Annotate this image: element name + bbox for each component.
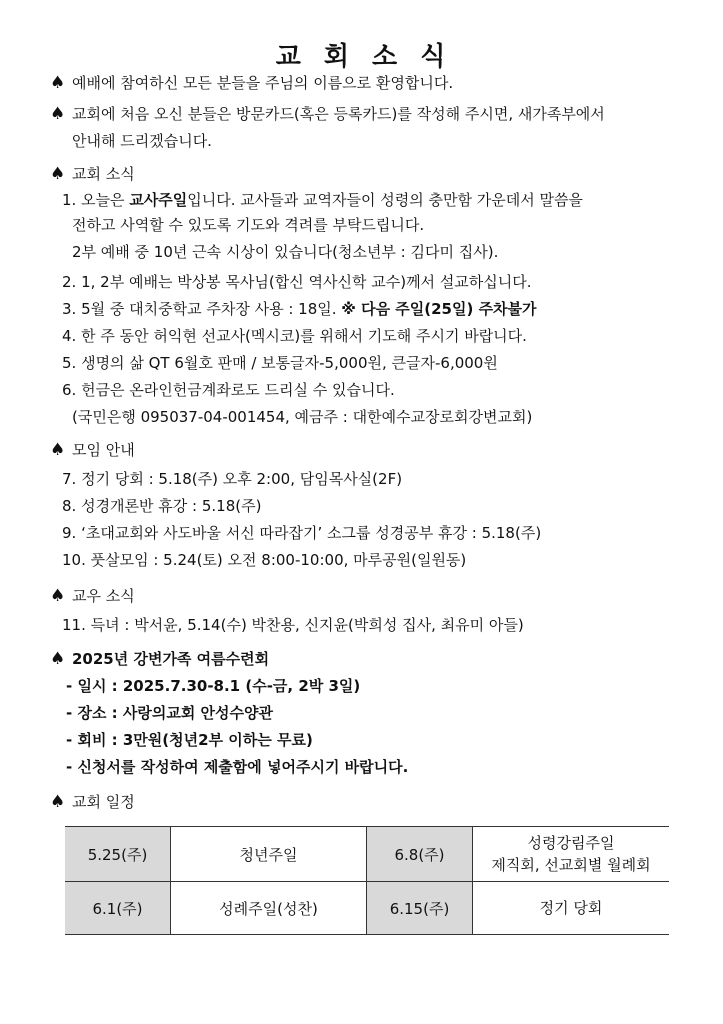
retreat-application: - 신청서를 작성하여 제출함에 넣어주시기 바랍니다. — [66, 758, 409, 776]
retreat-place: - 장소 : 사랑의교회 안성수양관 — [66, 704, 273, 722]
news-item-6: 6. 헌금은 온라인헌금계좌로도 드리실 수 있습니다. — [62, 381, 395, 399]
schedule-date: 6.15(주) — [367, 882, 473, 935]
spade-icon: ♠ — [50, 73, 66, 93]
spade-icon: ♠ — [50, 649, 66, 669]
news-item-4: 4. 한 주 동안 허익현 선교사(멕시코)를 위해서 기도해 주시기 바랍니다. — [62, 327, 527, 345]
meetings-item-9: 9. ‘초대교회와 사도바울 서신 따라잡기’ 소그룹 성경공부 휴강 : 5.18(주) — [62, 524, 542, 542]
spade-icon: ♠ — [50, 586, 66, 606]
retreat-date: - 일시 : 2025.7.30-8.1 (수-금, 2박 3일) — [66, 677, 361, 695]
news-item-5: 5. 생명의 삶 QT 6월호 판매 / 보통글자-5,000원, 큰글자-6,000원 — [62, 354, 498, 372]
schedule-event: 정기 당회 — [473, 882, 670, 935]
news-item-3: 3. 5월 중 대치중학교 주차장 사용 : 18일. ※ 다음 주일(25일) 주차불가 — [62, 300, 537, 318]
welcome-line-2: ♠ 교회에 처음 오신 분들은 방문카드(혹은 등록카드)를 작성해 주시면, 새가족부에서 — [50, 104, 605, 124]
news-item-1-line-2: 전하고 사역할 수 있도록 기도와 격려를 부탁드립니다. — [72, 216, 425, 234]
schedule-event: 성령강림주일 제직회, 선교회별 월례회 — [473, 827, 670, 882]
schedule-date: 5.25(주) — [65, 827, 171, 882]
schedule-event: 청년주일 — [171, 827, 367, 882]
schedule-table — [65, 826, 669, 935]
members-item-11: 11. 득녀 : 박서윤, 5.14(수) 박찬용, 신지윤(박희성 집사, 최유미 아들) — [62, 616, 524, 634]
table-row — [65, 827, 669, 882]
welcome-line-1: ♠ 예배에 참여하신 모든 분들을 주님의 이름으로 환영합니다. — [50, 73, 454, 93]
spade-icon: ♠ — [50, 440, 66, 460]
table-row — [65, 882, 669, 935]
welcome-line-3: 안내해 드리겠습니다. — [72, 132, 212, 150]
schedule-event: 성례주일(성찬) — [171, 882, 367, 935]
news-item-1: 1. 오늘은 교사주일입니다. 교사들과 교역자들이 성령의 충만함 가운데서 말씀을 — [62, 191, 583, 209]
spade-icon: ♠ — [50, 164, 66, 184]
meetings-item-7: 7. 정기 당회 : 5.18(주) 오후 2:00, 담임목사실(2F) — [62, 470, 403, 488]
spade-icon: ♠ — [50, 104, 66, 124]
members-heading: ♠ 교우 소식 — [50, 586, 135, 606]
schedule-date: 6.8(주) — [367, 827, 473, 882]
news-item-1-line-3: 2부 예배 중 10년 근속 시상이 있습니다(청소년부 : 김다미 집사). — [72, 243, 499, 261]
news-item-6-line-2: (국민은행 095037-04-001454, 예금주 : 대한예수교장로회강변교회) — [72, 408, 533, 426]
meetings-item-10: 10. 풋살모임 : 5.24(토) 오전 8:00-10:00, 마루공원(일원동) — [62, 551, 467, 569]
schedule-date: 6.1(주) — [65, 882, 171, 935]
spade-icon: ♠ — [50, 792, 66, 812]
parking-notice: ※ 다음 주일(25일) 주차불가 — [341, 300, 537, 318]
meetings-heading: ♠ 모임 안내 — [50, 440, 135, 460]
retreat-heading: ♠ 2025년 강변가족 여름수련회 — [50, 649, 270, 669]
news-item-1-highlight: 교사주일 — [129, 191, 188, 209]
schedule-heading: ♠ 교회 일정 — [50, 792, 135, 812]
meetings-item-8: 8. 성경개론반 휴강 : 5.18(주) — [62, 497, 262, 515]
news-heading: ♠ 교회 소식 — [50, 164, 135, 184]
page-title: 교 회 소 식 — [275, 42, 448, 72]
news-item-2: 2. 1, 2부 예배는 박상봉 목사님(합신 역사신학 교수)께서 설교하십니다. — [62, 273, 532, 291]
retreat-fee: - 회비 : 3만원(청년2부 이하는 무료) — [66, 731, 313, 749]
